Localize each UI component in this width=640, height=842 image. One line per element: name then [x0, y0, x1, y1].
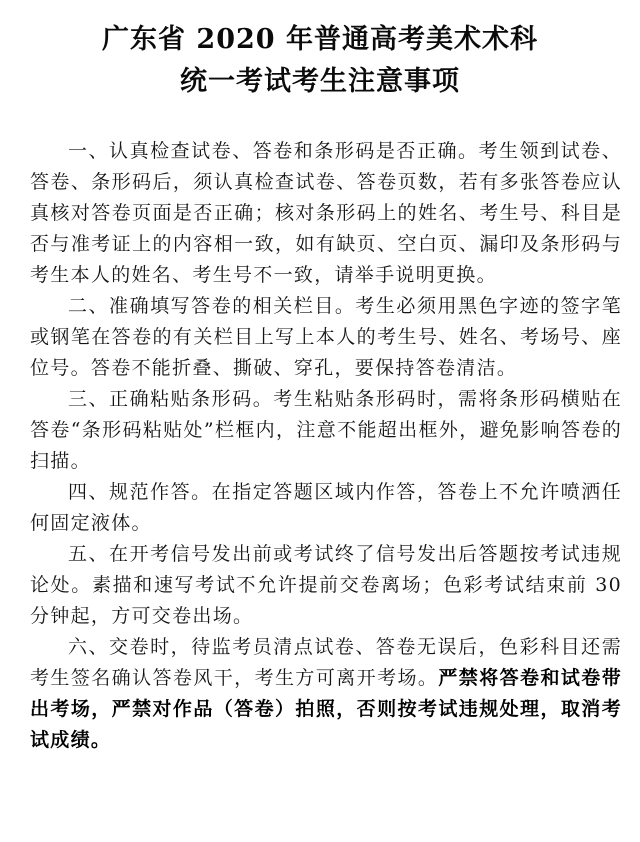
notice-body	[30, 136, 622, 756]
notice-item-6-text: 六、交卷时，待监考员清点试卷、答卷无误后，色彩科目还需考生签名确认答卷风干，考生方可离开考场。	[30, 636, 622, 689]
page-title-line-1: 广东省 2020 年普通高考美术术科	[102, 24, 538, 55]
notice-item-5: 五、在开考信号发出前或考试终了信号发出后答题按考试违规论处。素描和速写考试不允许提前交卷离场；色彩考试结束前 30 分钟起，方可交卷出场。	[30, 543, 622, 627]
notice-item-3: 三、正确粘贴条形码。考生粘贴条形码时，需将条形码横贴在答卷“条形码粘贴处”栏框内，注意不能超出框外，避免影响答卷的扫描。	[30, 388, 622, 472]
notice-item-1: 一、认真检查试卷、答卷和条形码是否正确。考生领到试卷、答卷、条形码后，须认真检查试卷、答卷页数，若有多张答卷应认真核对答卷页面是否正确；核对条形码上的姓名、考生号、科目是否与准考证上的内容相一致，如有缺页、空白页、漏印及条形码与考生本人的姓名、考生号不一致，请举手说明更换。	[30, 140, 622, 286]
notice-item-4: 四、规范作答。在指定答题区域内作答，答卷上不允许喷洒任何固定液体。	[30, 481, 622, 534]
page-title-line-2: 统一考试考生注意事项	[180, 66, 460, 97]
notice-item-6-warning: 严禁将答卷和试卷带出考场，严禁对作品（答卷）拍照，否则按考试违规处理，取消考试成绩。	[30, 667, 622, 751]
notice-item-6	[30, 632, 622, 756]
notice-item-2: 二、准确填写答卷的相关栏目。考生必须用黑色字迹的签字笔或钢笔在答卷的有关栏目上写上本人的考生号、姓名、考场号、座位号。答卷不能折叠、撕破、穿孔，要保持答卷清洁。	[30, 295, 622, 379]
